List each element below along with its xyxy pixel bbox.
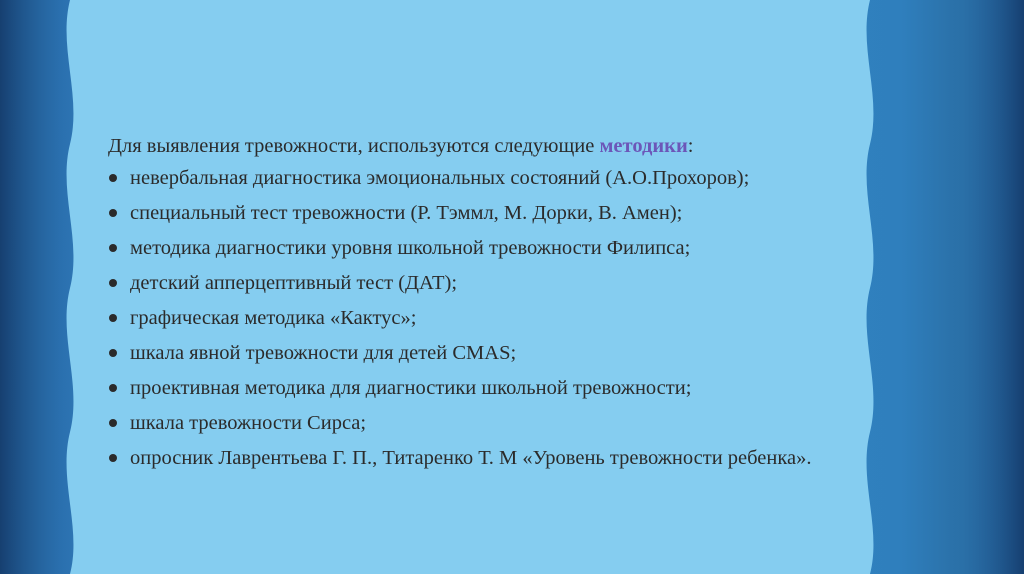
- intro-colon: :: [687, 135, 694, 157]
- list-item: [108, 409, 848, 437]
- list-item: [108, 164, 848, 192]
- list-item: [108, 304, 848, 332]
- list-item-text: детский апперцептивный тест (ДАТ);: [130, 272, 458, 294]
- list-item-text: проективная методика для диагностики школьной тревожности;: [130, 377, 692, 399]
- bullet-icon: [109, 174, 117, 182]
- list-item-text: методика диагностики уровня школьной тревожности Филипса;: [130, 237, 691, 259]
- bullet-icon: [109, 279, 117, 287]
- right-edge-shade: [954, 0, 1024, 574]
- list-item-text: шкала тревожности Сирса;: [130, 412, 367, 434]
- list-item: [108, 269, 848, 297]
- bullet-icon: [109, 384, 117, 392]
- list-item-text: графическая методика «Кактус»;: [130, 307, 417, 329]
- list-item-text: невербальная диагностика эмоциональных состояний (А.О.Прохоров);: [130, 167, 750, 189]
- left-edge-shade: [0, 0, 70, 574]
- list-item: [108, 234, 848, 262]
- bullet-icon: [109, 244, 117, 252]
- content-text: [108, 132, 848, 479]
- list-item: [108, 199, 848, 227]
- list-item-text: опросник Лаврентьева Г. П., Титаренко Т. М «Уровень тревожности ребенка».: [130, 447, 812, 469]
- list-item-text: специальный тест тревожности (Р. Тэммл, М. Дорки, В. Амен);: [130, 202, 683, 224]
- bullet-icon: [109, 314, 117, 322]
- bullet-icon: [109, 209, 117, 217]
- list-item: [108, 444, 848, 472]
- intro-accent-word: методики: [599, 135, 688, 157]
- list-item: [108, 339, 848, 367]
- bullet-icon: [109, 349, 117, 357]
- list-item-text: шкала явной тревожности для детей CMAS;: [130, 342, 517, 364]
- list-item: [108, 374, 848, 402]
- intro-paragraph: [108, 132, 848, 160]
- bullet-icon: [109, 419, 117, 427]
- intro-text: Для выявления тревожности, используются следующие: [108, 135, 600, 157]
- bullet-icon: [109, 454, 117, 462]
- methods-list: [108, 164, 848, 472]
